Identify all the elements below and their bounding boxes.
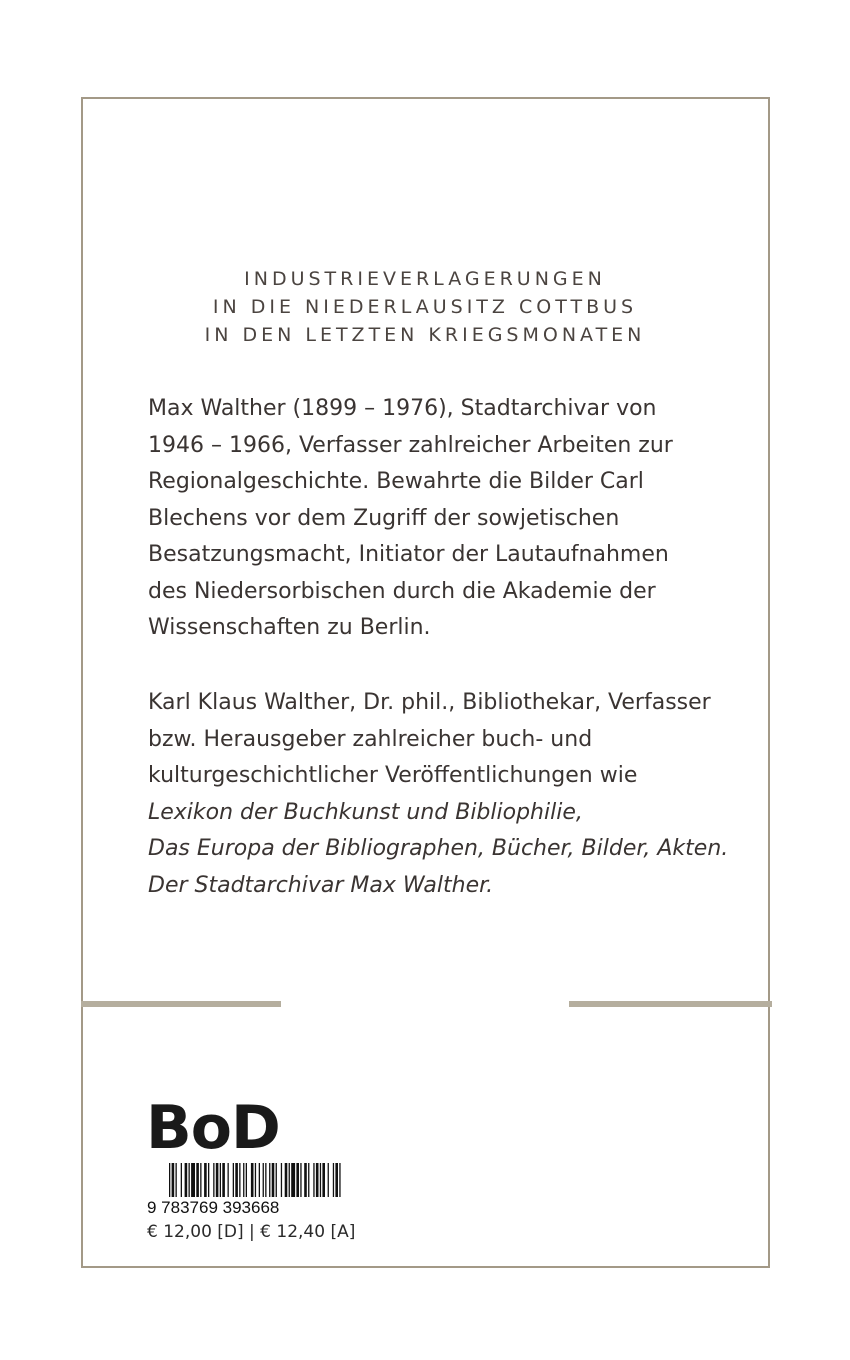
bio-line: Besatzungsmacht, Initiator der Lautaufnahmen xyxy=(148,542,669,567)
book-title xyxy=(0,265,850,349)
publication-title: Das Europa der Bibliographen, Bücher, Bilder, Akten. xyxy=(148,836,729,861)
barcode-bar xyxy=(181,1163,182,1197)
barcode-bar xyxy=(228,1163,229,1197)
barcode-bar xyxy=(285,1163,288,1197)
barcode-bar xyxy=(322,1163,325,1197)
barcode-bar xyxy=(281,1163,282,1197)
barcode-bar xyxy=(251,1163,254,1197)
barcode-bar xyxy=(259,1163,260,1197)
bio-line: bzw. Herausgeber zahlreicher buch- und xyxy=(148,726,593,752)
barcode-bar xyxy=(333,1163,334,1197)
barcode-bar xyxy=(296,1163,299,1197)
title-line: IN DIE NIEDERLAUSITZ COTTBUS xyxy=(212,296,638,318)
barcode-bar xyxy=(269,1163,270,1197)
barcode-bar xyxy=(328,1163,329,1197)
barcode-bar xyxy=(216,1163,219,1197)
isbn-number: 9 783769 393668 xyxy=(147,1198,280,1215)
barcode-bar xyxy=(246,1163,247,1197)
barcode-bar xyxy=(208,1163,209,1197)
barcode-bar xyxy=(316,1163,319,1197)
barcode-bar xyxy=(304,1163,307,1197)
divider-rule-left xyxy=(81,1001,281,1007)
isbn-barcode xyxy=(147,1163,343,1215)
barcode-bar xyxy=(235,1163,238,1197)
divider-rule-right xyxy=(569,1001,772,1007)
bio-line: des Niedersorbischen durch die Akademie der xyxy=(148,578,656,604)
bio-line: Blechens vor dem Zugriff der sowjetischen xyxy=(148,505,620,531)
barcode-bar xyxy=(339,1163,340,1197)
barcode-bar xyxy=(308,1163,309,1197)
bio-line: Regionalgeschichte. Bewahrte die Bilder Carl xyxy=(148,469,644,494)
barcode-bar xyxy=(272,1163,275,1197)
bio-line: 1946 – 1966, Verfasser zahlreicher Arbeiten zur xyxy=(148,432,673,458)
bio-line: Karl Klaus Walther, Dr. phil., Bibliothekar, Verfasser xyxy=(148,690,711,715)
bio-line: Wissenschaften zu Berlin. xyxy=(148,615,431,640)
bio-line: kulturgeschichtlicher Veröffentlichungen wie xyxy=(148,763,638,788)
barcode-bar xyxy=(169,1163,170,1197)
barcode-bar xyxy=(172,1163,175,1197)
barcode-bar xyxy=(255,1163,256,1197)
barcode-bar xyxy=(313,1163,314,1197)
bio-line: Max Walther (1899 – 1976), Stadtarchivar von xyxy=(148,396,657,421)
barcode-bar xyxy=(213,1163,214,1197)
barcode-bar xyxy=(233,1163,234,1197)
barcode-bar xyxy=(320,1163,321,1197)
barcode-bar xyxy=(189,1163,190,1197)
barcode-bar xyxy=(243,1163,244,1197)
barcode-bar xyxy=(276,1163,277,1197)
barcode-bar xyxy=(176,1163,177,1197)
barcode-bar xyxy=(335,1163,338,1197)
barcode-bar xyxy=(263,1163,264,1197)
price-label: € 12,00 [D] | € 12,40 [A] xyxy=(147,1222,356,1242)
barcode-bar xyxy=(204,1163,207,1197)
author-bio-karl-klaus-walther xyxy=(148,685,748,904)
title-line: IN DEN LETZTEN KRIEGSMONATEN xyxy=(204,324,646,346)
barcode-bar xyxy=(291,1163,295,1197)
author-bio-max-walther xyxy=(148,391,748,647)
publication-title: Der Stadtarchivar Max Walther. xyxy=(148,872,494,898)
publication-title: Lexikon der Buchkunst und Bibliophilie, xyxy=(148,799,583,825)
barcode-bar xyxy=(289,1163,290,1197)
barcode-bar xyxy=(185,1163,188,1197)
barcode-bar xyxy=(222,1163,225,1197)
barcode-bar xyxy=(239,1163,240,1197)
publisher-logo: BoD xyxy=(146,1093,280,1163)
barcode-bar xyxy=(200,1163,201,1197)
barcode-bar xyxy=(196,1163,199,1197)
title-line: INDUSTRIEVERLAGERUNGEN xyxy=(244,268,606,290)
barcode-bar xyxy=(191,1163,195,1197)
barcode-bar xyxy=(265,1163,266,1197)
barcode-bar xyxy=(300,1163,301,1197)
barcode-bar xyxy=(220,1163,221,1197)
